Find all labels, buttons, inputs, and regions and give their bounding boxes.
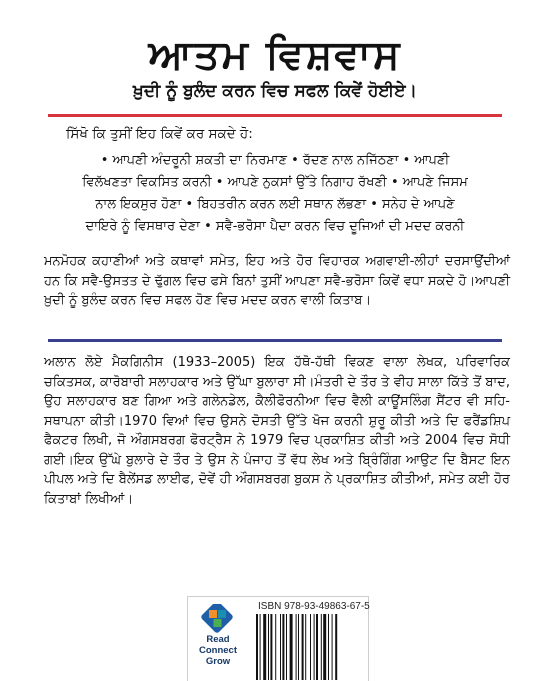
points-block — [60, 150, 490, 238]
logo-square-orange — [209, 610, 217, 618]
logo-word-read: Read — [206, 634, 230, 645]
barcode-bar — [314, 614, 315, 680]
logo-word-grow: Grow — [205, 656, 231, 667]
barcode-bar — [310, 614, 311, 680]
barcode-bar — [282, 614, 284, 680]
barcode-bar — [280, 614, 281, 680]
barcode-bar — [290, 614, 293, 680]
points-line: • ਆਪਣੀ ਅੰਦਰੂਨੀ ਸ਼ਕਤੀ ਦਾ ਨਿਰਮਾਣ • ਰੱਦਣ ਨਾਲ ਨਜਿੱਠਣਾ • ਆਪਣੀ — [100, 153, 450, 168]
read-connect-grow-logo-icon — [200, 604, 234, 634]
book-subtitle: ਖ਼ੁਦੀ ਨੂੰ ਬੁਲੰਦ ਕਰਨ ਵਿਚ ਸਫਲ ਕਿਵੇਂ ਹੋਈਏ। — [133, 81, 417, 101]
barcode-bar — [298, 614, 299, 680]
points-line: ਦਾਇਰੇ ਨੂੰ ਵਿਸਥਾਰ ਦੇਣਾ • ਸਵੈ-ਭਰੋਸਾ ਪੈਦਾ ਕਰਨ ਵਿਚ ਦੂਜਿਆਂ ਦੀ ਮਦਦ ਕਰਨੀ — [85, 219, 465, 234]
description-paragraph: ਮਨਮੋਹਕ ਕਹਾਣੀਆਂ ਅਤੇ ਕਥਾਵਾਂ ਸਮੇਤ, ਇਹ ਅਤੇ ਹੋਰ ਵਿਹਾਰਕ ਅਗਵਾਈ-ਲੀਹਾਂ ਦਰਸਾਉਂਦੀਆਂ ਹਨ ਕਿ ਸਵੈ-ਉਸਤਤ ਦੇ ਢੁੱਗਲ ਵਿਚ ਫਸੇ ਬਿਨਾਂ ਤੁਸੀਂ ਆਪਣਾ ਸਵੈ-ਭਰੋਸਾ ਕਿਵੇਂ ਵਧਾ ਸਕਦੇ ਹੋ।ਆਪਣੀ ਖ਼ੁਦੀ ਨੂੰ ਬੁਲੰਦ ਕਰਨ ਵਿਚ ਸਫਲ ਹੋਣ ਵਿਚ ਮਦਦ ਕਰਨ ਵਾਲੀ ਕਿਤਾਬ। — [44, 254, 510, 308]
barcode-bar — [286, 614, 287, 680]
author-bio-paragraph: ਅਲਾਨ ਲੋਏ ਮੈਕਗਿਨੀਸ (1933–2005) ਇਕ ਹੱਥੋ-ਹੱਥੀ ਵਿਕਣ ਵਾਲਾ ਲੇਖਕ, ਪਰਿਵਾਰਿਕ ਚਕਿਤਸਕ, ਕਾਰੋਬਾਰੀ ਸਲਾਹਕਾਰ ਅਤੇ ਉੱਘਾ ਬੁਲਾਰਾ ਸੀ।ਮੰਤਰੀ ਦੇ ਤੌਰ ਤੇ ਵੀਹ ਸਾਲਾ ਕਿੱਤੇ ਤੋਂ ਬਾਦ, ਉਹ ਸਲਾਹਕਾਰ ਬਣ ਗਿਆ ਅਤੇ ਗਲੇਨਡੇਲ, ਕੈਲੀਫੋਰਨੀਆ ਵਿਚ ਵੈਲੀ ਕਾਊਂਸਲਿੰਗ ਸੈਂਟਰ ਵੀ ਸਹਿ-ਸਥਾਪਨਾ ਕੀਤੀ।1970 ਵਿਆਂ ਵਿਚ ਉਸਨੇ ਦੋਸਤੀ ਉੱਤੇ ਖੋਜ ਕਰਨੀ ਸ਼ੁਰੂ ਕੀਤੀ ਅਤੇ ਦਿ ਫਰੈਂਡਸ਼ਿਪ ਫੈਕਟਰ ਲਿਖੀ, ਜੋ ਔਗਸਬਰਗ ਫੋਰਟ੍ਰੈਸ ਨੇ 1979 ਵਿਚ ਪ੍ਰਕਾਸ਼ਿਤ ਕੀਤੀ ਅਤੇ 2004 ਵਿਚ ਸੋਧੀ ਗਈ।ਇਕ ਉੱਘੇ ਬੁਲਾਰੇ ਦੇ ਤੌਰ ਤੇ ਉਸ ਨੇ ਪੰਜਾਹ ਤੋਂ ਵੱਧ ਲੇਖ ਅਤੇ ਬ੍ਰਿੰਗਿੰਗ ਆਉਟ ਦਿ ਬੈਸਟ ਇਨ ਪੀਪਲ ਅਤੇ ਦਿ ਬੈਲੇਂਸਡ ਲਾਈਫ, ਦੋਵੇਂ ਹੀ ਔਗਸਬਰਗ ਬੁਕਸ ਨੇ ਪ੍ਰਕਾਸ਼ਿਤ ਕੀਤੀਆਂ, ਸਮੇਤ ਕਈ ਹੋਰ ਕਿਤਾਬਾਂ ਲਿਖੀਆਂ। — [44, 355, 510, 507]
barcode-bar — [316, 614, 318, 680]
barcode-bar — [305, 614, 306, 680]
barcode-bar — [332, 614, 333, 680]
barcode-bar — [302, 614, 304, 680]
barcode-bar — [256, 614, 258, 680]
points-line: ਨਾਲ ਇਕਸੁਰ ਹੋਣਾ • ਬਿਹਤਰੀਨ ਕਰਨ ਲਈ ਸਥਾਨ ਲੱਭਣਾ • ਸਨੇਹ ਦੇ ਆਪਣੇ — [95, 197, 455, 212]
barcode-graphic — [256, 614, 360, 680]
points-line: ਵਿਲੱਖਣਤਾ ਵਿਕਸਿਤ ਕਰਨੀ • ਆਪਣੇ ਨੁਕਸਾਂ ਉੱਤੇ ਨਿਗਾਹ ਰੱਖਣੀ • ਆਪਣੇ ਜਿਸਮ — [82, 175, 468, 190]
barcode-bar — [321, 614, 322, 680]
logo-word-connect: Connect — [199, 645, 237, 656]
isbn-text: ISBN 978-93-49863-67-5 — [258, 601, 370, 612]
publisher-logo-text — [192, 634, 244, 667]
barcode-bar — [335, 614, 337, 680]
publisher-logo — [196, 604, 240, 674]
intro-text: ਸਿੱਖੋ ਕਿ ਤੁਸੀਂ ਇਹ ਕਿਵੇਂ ਕਰ ਸਕਦੇ ਹੋ: — [66, 126, 253, 142]
logo-square-teal — [218, 610, 226, 618]
barcode-bar — [328, 614, 329, 680]
red-divider — [48, 114, 502, 117]
barcode-bar — [323, 614, 326, 680]
blue-divider — [48, 339, 502, 342]
barcode-bar — [275, 614, 276, 680]
barcode-bar — [296, 614, 297, 680]
barcode-bar — [263, 614, 266, 680]
barcode-bar — [270, 614, 272, 680]
barcode-bar — [268, 614, 269, 680]
logo-square-green — [214, 619, 222, 627]
book-title: ਆਤਮ ਵਿਸ਼ਵਾਸ — [148, 32, 402, 78]
logo-diamond — [200, 604, 234, 634]
barcode-bar — [260, 614, 261, 680]
